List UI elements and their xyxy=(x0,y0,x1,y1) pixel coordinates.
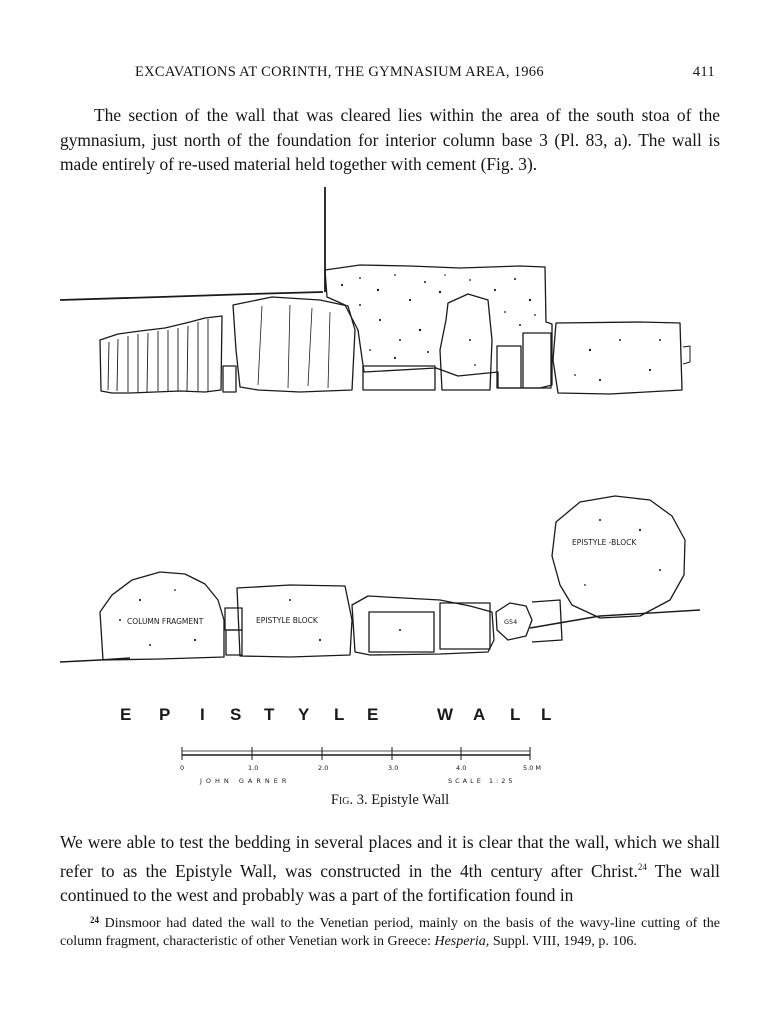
elevation-block-low-3 xyxy=(523,333,551,388)
footnote-reference: 24 xyxy=(637,861,647,872)
scale-tick-label: 5.0 M xyxy=(523,764,542,772)
footnote-marker: 24 xyxy=(90,915,99,925)
title-letter: E xyxy=(120,705,132,724)
label-epistyle-block-1: EPISTYLE BLOCK xyxy=(256,616,318,625)
scale-tick-label: 2.0 xyxy=(318,764,329,772)
scale-bar xyxy=(182,747,530,760)
footnote-24 xyxy=(60,911,720,951)
plan-column-fragment xyxy=(100,572,224,660)
ground-line-left xyxy=(60,292,323,300)
title-letter: T xyxy=(264,705,275,724)
page-number: 411 xyxy=(692,64,715,80)
cement-mass xyxy=(325,265,552,388)
elevation-column-fragment xyxy=(100,316,222,393)
scale-ratio: SCALE 1:25 xyxy=(448,777,516,785)
paragraph-1: The section of the wall that was cleared lies within the area of the south stoa of the gymnasium, just north of the foundation for interior column base 3 (Pl. 83, a). The wall is made entirely of re-used material held together with cement (Fig. 3). xyxy=(60,105,720,174)
title-letter: L xyxy=(541,705,552,724)
figure-caption xyxy=(0,792,780,809)
title-letter: L xyxy=(334,705,345,724)
plan-block-2 xyxy=(352,596,494,655)
plan-connector xyxy=(532,600,562,642)
title-letter: S xyxy=(230,705,242,724)
small-block-1 xyxy=(223,366,236,392)
title-letter: W xyxy=(437,705,454,724)
plan-small-block-1 xyxy=(225,608,242,630)
title-letter: A xyxy=(473,705,486,724)
elevation-block-low-2 xyxy=(497,346,521,388)
paragraph-2 xyxy=(60,830,720,908)
footnote-journal: Hesperia, xyxy=(434,934,490,949)
label-g54: G54 xyxy=(504,618,518,626)
plan-block-3 xyxy=(369,612,434,652)
title-letter: Y xyxy=(298,705,310,724)
title-letter: P xyxy=(159,705,171,724)
scale-tick-label: 4.0 xyxy=(456,764,467,772)
paragraph-2-continuation: The wall continued to the west and probably was a part of the fortification found in xyxy=(60,860,720,905)
caption-text: Epistyle Wall xyxy=(371,792,450,808)
draftsman-credit: JOHN GARNER xyxy=(200,777,291,785)
scale-tick-label: 0 xyxy=(180,764,185,772)
caption-prefix: Fig. 3. xyxy=(330,792,368,808)
title-letter: L xyxy=(510,705,521,724)
scale-tick-label: 3.0 xyxy=(388,764,399,772)
plan-epistyle-block-round xyxy=(552,496,685,618)
running-head-title: EXCAVATIONS AT CORINTH, THE GYMNASIUM AREA, 1966 xyxy=(135,64,544,80)
elevation-block-right xyxy=(553,322,682,394)
title-letter: E xyxy=(367,705,379,724)
title-letter: I xyxy=(200,705,205,724)
footnote-citation: Suppl. VIII, 1949, p. 106. xyxy=(492,934,637,949)
label-epistyle-block-2: EPISTYLE -BLOCK xyxy=(572,538,637,547)
elevation-epistyle-block xyxy=(233,297,355,392)
stipple-dots xyxy=(119,274,661,646)
scale-tick-label: 1.0 xyxy=(248,764,259,772)
label-column-fragment: COLUMN FRAGMENT xyxy=(127,617,204,626)
paragraph-2-text: We were able to test the bedding in several places and it is clear that the wall, which we shall refer to as the Epistyle Wall, was constructed in the 4th century after Christ. xyxy=(60,832,720,881)
footnote-text: Dinsmoor had dated the wall to the Venetian period, mainly on the basis of the wavy-line cutting of the column fragment, characteristic of other Venetian work in Greece: xyxy=(60,916,721,949)
